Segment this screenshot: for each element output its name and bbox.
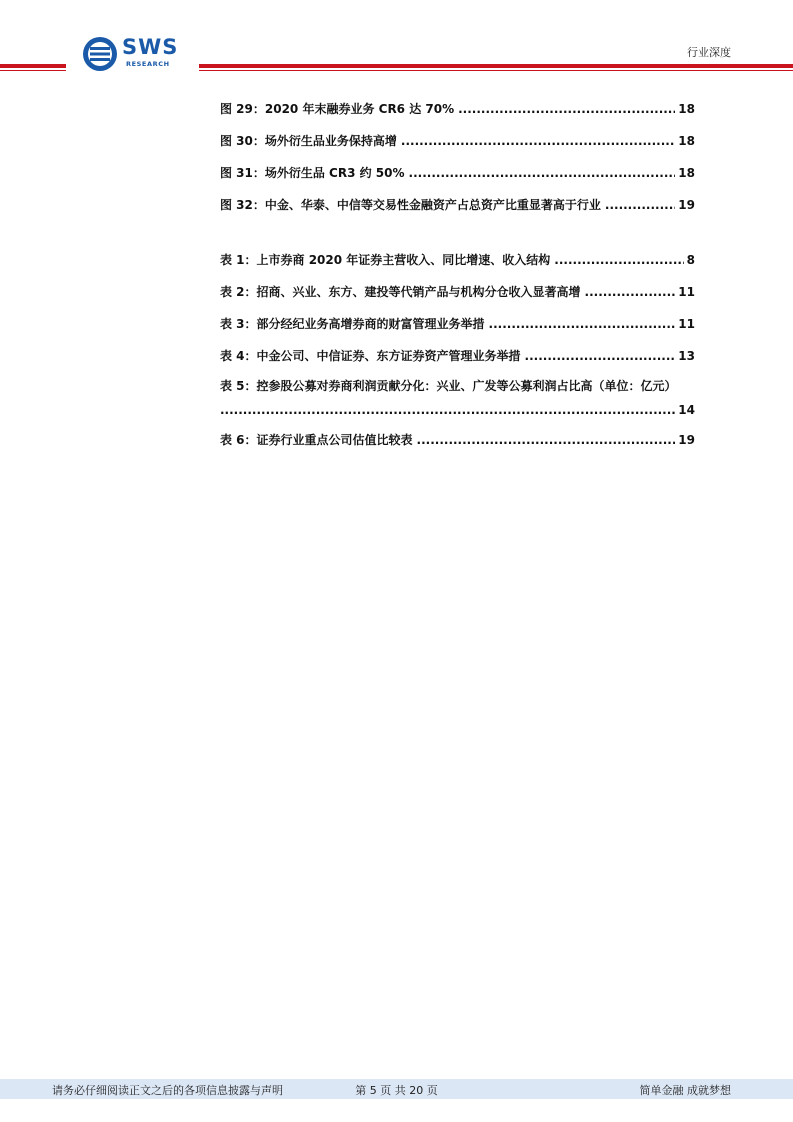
toc-label: 图 29：2020 年末融券业务 CR6 达 70% [220,102,455,116]
sws-logo [82,34,192,74]
header-rule-right [199,64,793,68]
toc-label: 表 5：控参股公募对券商利润贡献分化：兴业、广发等公募利润占比高（单位：亿元） [220,379,677,393]
toc-leader [401,133,675,150]
toc-label: 表 2：招商、兴业、东方、建投等代销产品与机构分仓收入显著高增 [220,285,581,299]
toc-leader [554,252,683,269]
toc-figure-29[interactable] [220,101,695,118]
toc-table-2[interactable] [220,284,695,301]
toc-leader [220,402,675,419]
toc-leader [489,316,676,333]
footer-page-number: 第 5 页 共 20 页 [355,1084,438,1097]
toc-page: 13 [678,349,695,363]
toc-page: 14 [678,403,695,417]
toc-page: 8 [686,253,695,267]
page-footer [0,1079,793,1099]
footer-disclaimer: 请务必仔细阅读正文之后的各项信息披露与声明 [52,1084,283,1097]
toc-page: 18 [678,134,695,148]
toc-label: 表 4：中金公司、中信证券、东方证券资产管理业务举措 [220,349,521,363]
toc-leader [417,432,676,449]
toc-page: 19 [678,198,695,212]
toc-page: 11 [678,285,695,299]
toc-page: 18 [678,166,695,180]
report-type: 行业深度 [687,46,731,59]
toc-label: 图 32：中金、华泰、中信等交易性金融资产占总资产比重显著高于行业 [220,198,601,212]
toc-figure-31[interactable] [220,165,695,182]
brand-name: SWS [122,35,179,59]
toc-label: 表 3：部分经纪业务高增券商的财富管理业务举措 [220,317,485,331]
toc-page: 11 [678,317,695,331]
toc-label: 表 1：上市券商 2020 年证券主营收入、同比增速、收入结构 [220,253,551,267]
toc-label: 表 6：证券行业重点公司估值比较表 [220,433,413,447]
toc-table-1[interactable] [220,252,695,269]
toc-table-5-continuation[interactable] [220,402,695,419]
toc-figure-30[interactable] [220,133,695,150]
toc-figure-32[interactable] [220,197,695,214]
brand-subtitle: RESEARCH [126,60,170,68]
toc-page: 19 [678,433,695,447]
toc-table-5[interactable] [220,378,695,395]
header-rule-left-thin [0,70,66,71]
footer-slogan: 简单金融 成就梦想 [639,1084,731,1097]
toc-leader [605,197,675,214]
header-rule-right-thin [199,70,793,71]
sws-logo-mark-icon [82,36,118,72]
toc-leader [458,101,675,118]
toc-label: 图 30：场外衍生品业务保持高增 [220,134,397,148]
toc-page: 18 [678,102,695,116]
toc-leader [525,348,676,365]
header-rule-left [0,64,66,68]
toc-leader [409,165,676,182]
toc-leader [585,284,676,301]
toc-table-6[interactable] [220,432,695,449]
toc-label: 图 31：场外衍生品 CR3 约 50% [220,166,405,180]
toc-table-4[interactable] [220,348,695,365]
toc-table-3[interactable] [220,316,695,333]
